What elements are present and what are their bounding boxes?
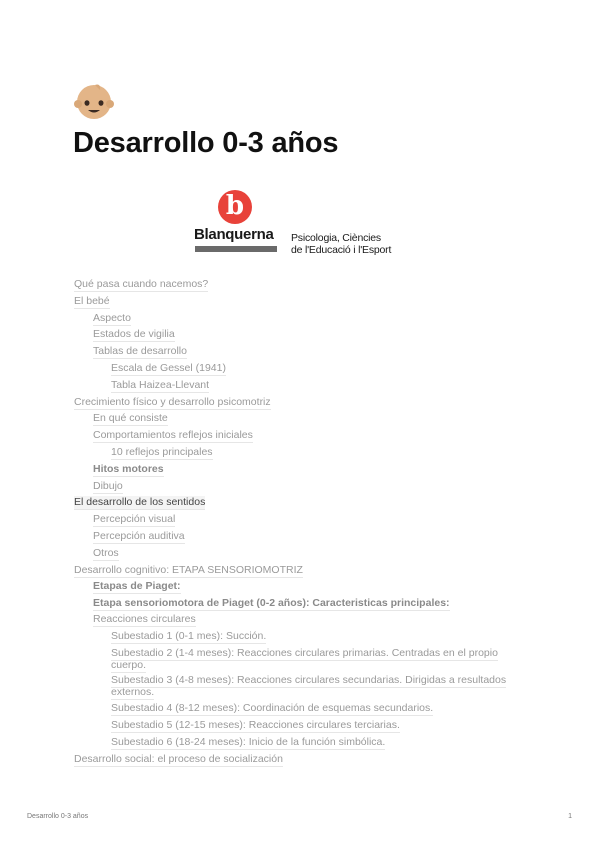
- toc-link[interactable]: Qué pasa cuando nacemos?: [74, 278, 209, 290]
- footer-page-number: 1: [568, 813, 572, 820]
- toc-link[interactable]: Reacciones circulares: [93, 612, 196, 625]
- toc-link[interactable]: Estados de vigilia: [93, 328, 175, 341]
- toc-link[interactable]: Percepción auditiva: [93, 529, 185, 542]
- toc-link[interactable]: Subestadio 5 (12-15 meses): Reacciones circulares terciarias.: [111, 718, 400, 731]
- toc-link[interactable]: El desarrollo de los sentidos: [74, 496, 206, 509]
- toc-link[interactable]: Subestadio 2 (1-4 meses): Reacciones circulares primarias. Centradas en el propio cuerpo.: [111, 646, 498, 671]
- blanquerna-logo: [194, 190, 414, 260]
- toc-link[interactable]: Subestadio 6 (18-24 meses): Inicio de la función simbólica.: [111, 735, 386, 748]
- toc-link[interactable]: El bebé: [74, 294, 110, 307]
- toc-link[interactable]: Aspecto: [93, 311, 131, 324]
- toc-link[interactable]: Subestadio 1 (0-1 mes): Succión.: [111, 629, 267, 642]
- logo-faculty: Psicologia, Ciències de l'Educació i l'Esport: [291, 232, 392, 256]
- toc-link[interactable]: Comportamientos reflejos iniciales: [93, 429, 253, 442]
- toc-link[interactable]: Dibujo: [93, 479, 123, 492]
- table-of-contents: [74, 278, 534, 769]
- toc-link[interactable]: Desarrollo cognitivo: ETAPA SENSORIOMOTRIZ: [74, 563, 303, 576]
- toc-link[interactable]: En qué consiste: [93, 412, 168, 425]
- page-title: Desarrollo 0-3 años: [73, 127, 339, 159]
- logo-name: Blanquerna: [194, 226, 274, 243]
- toc-link[interactable]: Hitos motores: [93, 462, 164, 475]
- logo-mark: b: [218, 190, 252, 224]
- toc-link[interactable]: Etapas de Piaget:: [93, 580, 181, 593]
- toc-link[interactable]: Tabla Haizea-Llevant: [111, 378, 210, 391]
- logo-tagline-strip: [195, 246, 277, 252]
- footer-title: Desarrollo 0-3 años: [27, 813, 89, 820]
- toc-link[interactable]: Tablas de desarrollo: [93, 345, 187, 358]
- toc-link[interactable]: Crecimiento físico y desarrollo psicomotriz: [74, 395, 271, 408]
- baby-face-icon: [73, 80, 115, 122]
- toc-link[interactable]: Subestadio 3 (4-8 meses): Reacciones circulares secundarias. Dirigidas a resultados externos.: [111, 674, 507, 699]
- toc-link[interactable]: 10 reflejos principales: [111, 445, 213, 458]
- toc-link[interactable]: Escala de Gessel (1941): [111, 361, 226, 374]
- toc-link[interactable]: Desarrollo social: el proceso de socialización: [74, 752, 283, 765]
- toc-link[interactable]: Etapa sensoriomotora de Piaget (0-2 años): Caracteristicas principales:: [93, 597, 450, 610]
- toc-link[interactable]: Subestadio 4 (8-12 meses): Coordinación de esquemas secundarios.: [111, 702, 434, 715]
- toc-link[interactable]: Otros: [93, 546, 119, 559]
- toc-link[interactable]: Percepción visual: [93, 513, 176, 526]
